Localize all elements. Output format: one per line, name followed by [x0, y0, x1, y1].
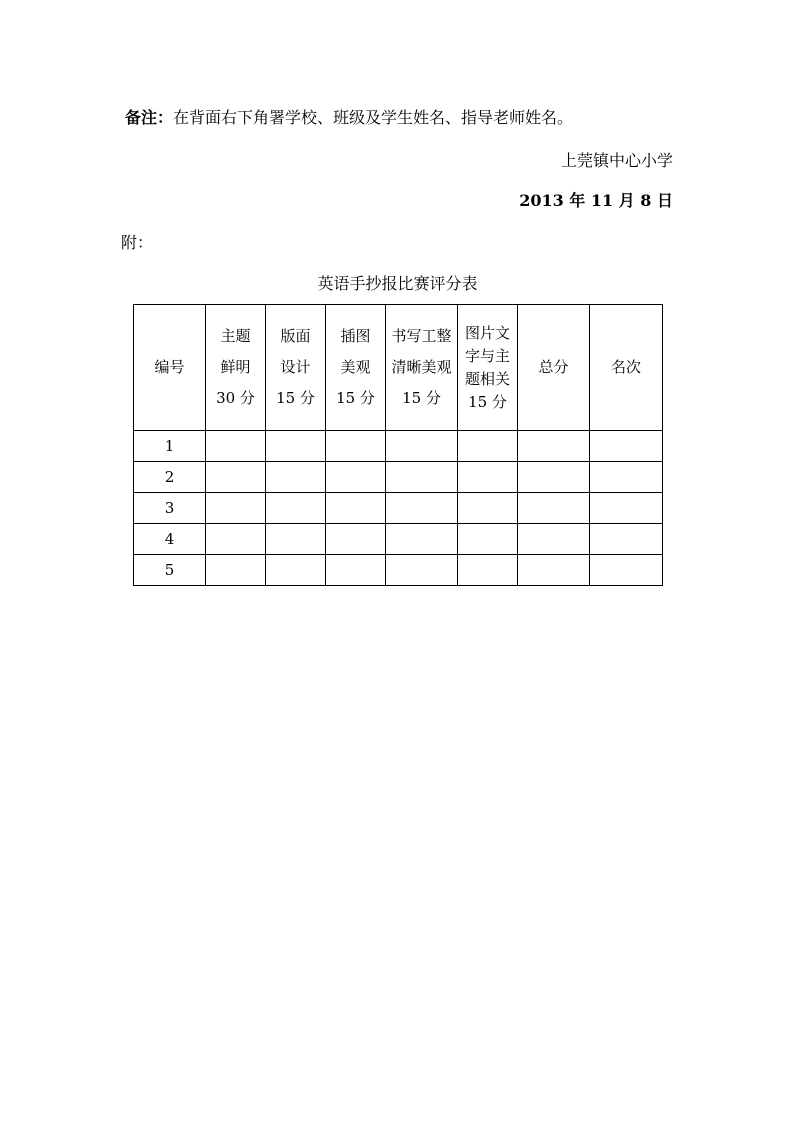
header-line: 美观 [340, 358, 371, 376]
score-cell[interactable] [206, 555, 266, 586]
table-row [134, 524, 663, 555]
header-line: 插图 [340, 327, 371, 345]
row-number-cell: 3 [134, 493, 206, 524]
score-cell[interactable] [266, 462, 326, 493]
header-line: 15 分 [336, 389, 375, 407]
score-cell[interactable] [206, 524, 266, 555]
rank-cell[interactable] [590, 462, 663, 493]
total-cell[interactable] [518, 462, 590, 493]
header-line: 鲜明 [220, 358, 251, 376]
header-theme [206, 305, 266, 431]
row-number-cell: 4 [134, 524, 206, 555]
score-cell[interactable] [206, 493, 266, 524]
score-cell[interactable] [266, 493, 326, 524]
note-text: 在背面右下角署学校、班级及学生姓名、指导老师姓名。 [173, 108, 574, 127]
total-cell[interactable] [518, 555, 590, 586]
score-cell[interactable] [458, 555, 518, 586]
score-cell[interactable] [266, 431, 326, 462]
table-header-row [134, 305, 663, 431]
score-cell[interactable] [386, 555, 458, 586]
total-cell[interactable] [518, 524, 590, 555]
document-date: 2013 年 11 月 8 日 [519, 191, 673, 210]
score-cell[interactable] [266, 555, 326, 586]
header-line: 字与主 [464, 346, 510, 365]
total-cell[interactable] [518, 493, 590, 524]
header-line: 15 分 [468, 392, 507, 411]
score-cell[interactable] [326, 555, 386, 586]
header-line: 30 分 [216, 389, 255, 407]
score-cell[interactable] [386, 462, 458, 493]
header-illustration [326, 305, 386, 431]
header-id [134, 305, 206, 431]
score-cell[interactable] [326, 462, 386, 493]
score-cell[interactable] [458, 493, 518, 524]
header-relevance [458, 305, 518, 431]
header-line: 主题 [220, 327, 251, 345]
rank-cell[interactable] [590, 493, 663, 524]
attachment-label: 附： [121, 233, 154, 252]
table-row [134, 555, 663, 586]
score-cell[interactable] [386, 431, 458, 462]
header-line: 15 分 [276, 389, 315, 407]
header-layout [266, 305, 326, 431]
header-rank [590, 305, 663, 431]
score-cell[interactable] [458, 431, 518, 462]
table-title: 英语手抄报比赛评分表 [317, 274, 478, 293]
score-cell[interactable] [458, 462, 518, 493]
header-line: 书写工整 [391, 327, 452, 345]
score-cell[interactable] [326, 431, 386, 462]
score-cell[interactable] [386, 493, 458, 524]
score-cell[interactable] [386, 524, 458, 555]
note-label: 备注： [125, 108, 174, 127]
header-line: 图片文 [464, 323, 510, 342]
header-total [518, 305, 590, 431]
header-line: 编号 [154, 358, 185, 376]
rank-cell[interactable] [590, 431, 663, 462]
school-name: 上莞镇中心小学 [560, 151, 673, 170]
rank-cell[interactable] [590, 555, 663, 586]
score-cell[interactable] [206, 462, 266, 493]
table-row [134, 462, 663, 493]
score-cell[interactable] [206, 431, 266, 462]
header-line: 版面 [280, 327, 311, 345]
rank-cell[interactable] [590, 524, 663, 555]
header-handwriting [386, 305, 458, 431]
row-number-cell: 2 [134, 462, 206, 493]
score-cell[interactable] [326, 524, 386, 555]
score-cell[interactable] [458, 524, 518, 555]
row-number-cell: 5 [134, 555, 206, 586]
header-line: 题相关 [464, 369, 510, 388]
note-line [125, 108, 573, 128]
header-line: 名次 [610, 358, 641, 376]
scoring-table [133, 304, 663, 586]
row-number-cell: 1 [134, 431, 206, 462]
table-row [134, 431, 663, 462]
total-cell[interactable] [518, 431, 590, 462]
header-line: 清晰美观 [391, 358, 452, 376]
header-line: 总分 [538, 358, 569, 376]
table-row [134, 493, 663, 524]
score-cell[interactable] [326, 493, 386, 524]
header-line: 设计 [280, 358, 311, 376]
header-line: 15 分 [402, 389, 441, 407]
score-cell[interactable] [266, 524, 326, 555]
